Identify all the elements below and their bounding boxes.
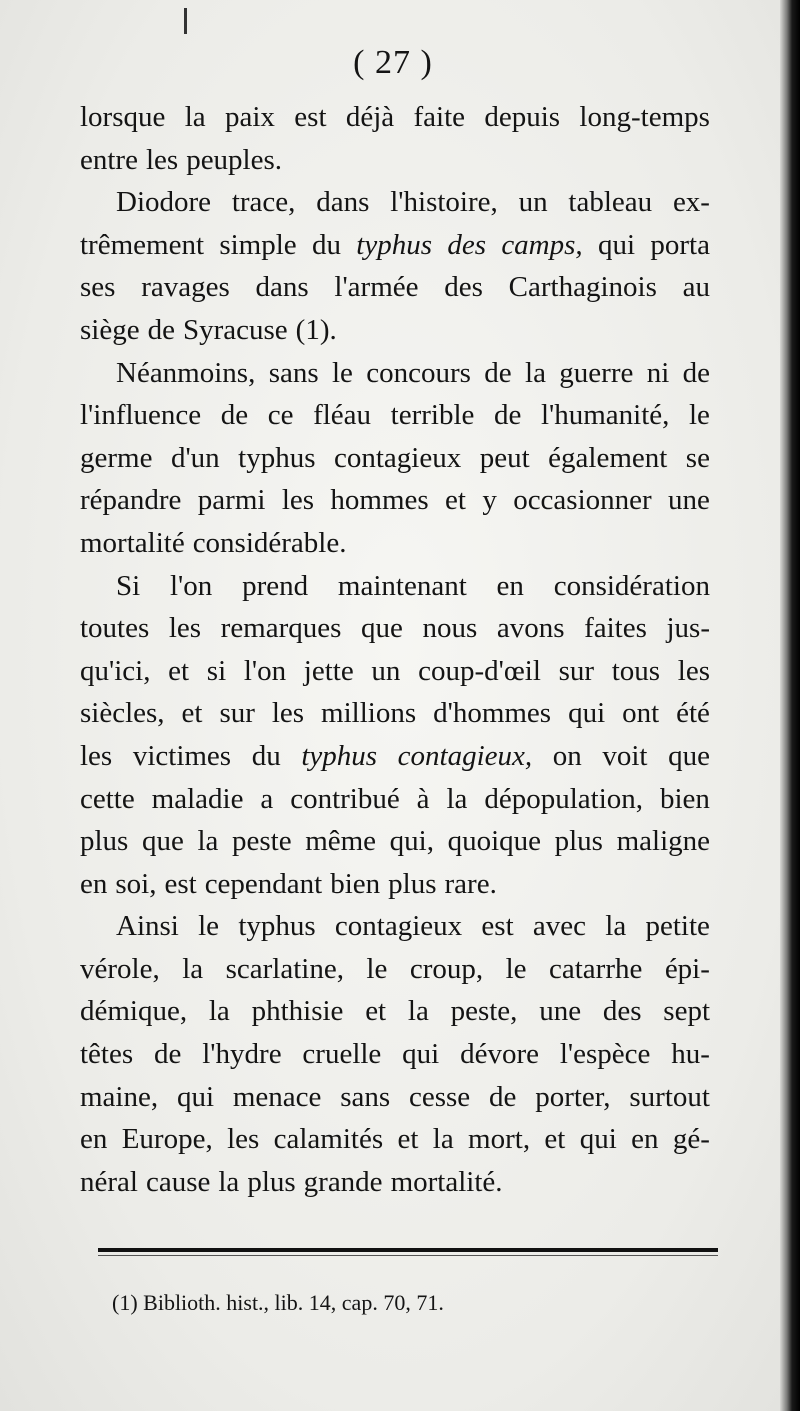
word: est bbox=[481, 910, 514, 943]
word: sans bbox=[340, 1080, 391, 1113]
body-text bbox=[80, 96, 710, 1203]
word: en bbox=[80, 1123, 108, 1156]
word: en bbox=[80, 867, 108, 900]
text-line bbox=[80, 948, 710, 991]
word: l'espèce bbox=[559, 1038, 651, 1071]
word: du bbox=[251, 739, 281, 772]
word: bien bbox=[659, 782, 710, 815]
word: le bbox=[366, 952, 388, 985]
word: répandre bbox=[80, 484, 182, 517]
word: contribué bbox=[290, 782, 400, 815]
word: de bbox=[147, 313, 175, 346]
text-line bbox=[80, 863, 710, 906]
word: et bbox=[544, 1123, 566, 1156]
word: l'on bbox=[243, 654, 287, 687]
word: maintenant bbox=[337, 569, 467, 602]
word: soi, bbox=[115, 867, 157, 900]
word: typhus bbox=[301, 739, 378, 772]
text-line bbox=[80, 224, 710, 267]
word: les bbox=[145, 143, 179, 176]
word: cruelle bbox=[302, 1038, 382, 1071]
word: faites bbox=[584, 612, 647, 645]
word: bien bbox=[330, 867, 381, 900]
text-line bbox=[80, 309, 710, 352]
word: contagieux bbox=[334, 910, 463, 943]
word: également bbox=[548, 441, 668, 474]
word: rare. bbox=[444, 867, 497, 900]
word: concours bbox=[366, 356, 471, 389]
word: sept bbox=[663, 995, 710, 1028]
word: Syracuse bbox=[182, 313, 288, 346]
word: été bbox=[676, 697, 710, 730]
word: qu'ici, bbox=[80, 654, 151, 687]
word: maladie bbox=[151, 782, 244, 815]
text-line bbox=[80, 181, 710, 224]
word: même bbox=[305, 825, 377, 858]
text-line bbox=[80, 1161, 710, 1204]
word: qui bbox=[568, 697, 606, 730]
word: les bbox=[271, 697, 305, 730]
word: dans bbox=[255, 271, 309, 304]
word: se bbox=[685, 441, 710, 474]
word: hu- bbox=[671, 1038, 710, 1071]
word: peste, bbox=[450, 995, 518, 1028]
word: contagieux bbox=[334, 441, 462, 474]
footnote-rule-thin bbox=[98, 1255, 718, 1256]
word: la bbox=[218, 1165, 240, 1198]
word: sur bbox=[219, 697, 255, 730]
text-line bbox=[80, 607, 710, 650]
word: plus bbox=[554, 825, 603, 858]
word: mort, bbox=[468, 1123, 531, 1156]
word: lorsque bbox=[80, 101, 166, 133]
word: le bbox=[505, 952, 527, 985]
word: faite bbox=[413, 101, 466, 133]
word: qui, bbox=[389, 825, 434, 858]
word: de bbox=[220, 399, 249, 432]
word: (1). bbox=[295, 313, 337, 346]
word: d'un bbox=[170, 441, 220, 474]
word: la bbox=[432, 1123, 454, 1156]
word: Diodore bbox=[116, 186, 212, 219]
word: une bbox=[668, 484, 710, 517]
word: ont bbox=[622, 697, 660, 730]
footnote-rule bbox=[98, 1248, 718, 1252]
word: démique, bbox=[80, 995, 188, 1028]
text-line bbox=[80, 96, 710, 139]
word: la bbox=[446, 782, 468, 815]
word: de bbox=[154, 1038, 182, 1071]
word: sur bbox=[558, 654, 595, 687]
word: une bbox=[539, 995, 582, 1028]
word: et bbox=[365, 995, 387, 1028]
word: est bbox=[164, 867, 197, 900]
word: hommes bbox=[330, 484, 429, 517]
word: l'influence bbox=[80, 399, 202, 432]
word: de bbox=[489, 1080, 517, 1113]
word: Ainsi bbox=[116, 910, 179, 943]
word: que bbox=[141, 825, 184, 858]
word: trace, bbox=[231, 186, 296, 219]
word: le bbox=[688, 399, 710, 432]
word: que bbox=[361, 612, 403, 645]
text-line bbox=[80, 437, 710, 480]
word: voit bbox=[602, 739, 648, 772]
word: plus bbox=[80, 825, 129, 858]
word: qui bbox=[402, 1038, 440, 1071]
word: croup, bbox=[409, 952, 484, 985]
word: jette bbox=[303, 654, 354, 687]
word: Europe, bbox=[121, 1123, 213, 1156]
text-line bbox=[80, 778, 710, 821]
word: phthisie bbox=[251, 995, 344, 1028]
word: avec bbox=[532, 910, 587, 943]
text-line bbox=[80, 990, 710, 1033]
word: l'hydre bbox=[202, 1038, 282, 1071]
word: long-temps bbox=[579, 101, 710, 133]
word: peut bbox=[479, 441, 530, 474]
text-line bbox=[80, 565, 710, 608]
word: au bbox=[682, 271, 710, 304]
word: tous bbox=[611, 654, 661, 687]
text-line bbox=[80, 479, 710, 522]
word: porta bbox=[650, 228, 710, 261]
text-line bbox=[80, 394, 710, 437]
text-line bbox=[80, 522, 710, 565]
word: un bbox=[371, 654, 401, 687]
word: considérable. bbox=[192, 526, 347, 559]
text-line bbox=[80, 820, 710, 863]
word: considération bbox=[553, 569, 710, 602]
word: paix bbox=[225, 101, 275, 133]
word: y bbox=[482, 484, 497, 517]
word: Si bbox=[116, 569, 141, 602]
word: qui bbox=[176, 1080, 214, 1113]
word: la bbox=[605, 910, 627, 943]
word: plus bbox=[388, 867, 437, 900]
word: la bbox=[182, 952, 204, 985]
word: de bbox=[484, 356, 512, 389]
word: menace bbox=[232, 1080, 322, 1113]
word: cesse bbox=[408, 1080, 471, 1113]
word: la bbox=[197, 825, 219, 858]
word: déjà bbox=[345, 101, 395, 133]
word: cause bbox=[145, 1165, 211, 1198]
word: mortalité bbox=[80, 526, 185, 559]
word: dévore bbox=[460, 1038, 539, 1071]
word: remarques bbox=[220, 612, 342, 645]
word: Néanmoins, bbox=[116, 356, 256, 389]
word: l'humanité, bbox=[540, 399, 670, 432]
word: la bbox=[184, 101, 206, 133]
word: typhus bbox=[238, 441, 316, 474]
word: surtout bbox=[629, 1080, 710, 1113]
word: peuples. bbox=[186, 143, 283, 176]
word: vérole, bbox=[80, 952, 160, 985]
footnote: (1) Biblioth. hist., lib. 14, cap. 70, 71. bbox=[112, 1290, 444, 1315]
word: des bbox=[444, 271, 483, 304]
word: et bbox=[397, 1123, 419, 1156]
word: porter, bbox=[535, 1080, 611, 1113]
word: nous bbox=[422, 612, 478, 645]
word: l'histoire, bbox=[390, 186, 498, 219]
word: grande bbox=[303, 1165, 383, 1198]
word: catarrhe bbox=[548, 952, 643, 985]
word: ravages bbox=[141, 271, 230, 304]
word: parmi bbox=[197, 484, 266, 517]
word: un bbox=[518, 186, 548, 219]
word: les bbox=[677, 654, 710, 687]
word: épi- bbox=[664, 952, 710, 985]
word: et bbox=[168, 654, 190, 687]
page-edge-shadow bbox=[780, 0, 800, 1411]
word: et bbox=[181, 697, 203, 730]
word: dans bbox=[316, 186, 370, 219]
word: prend bbox=[242, 569, 309, 602]
text-line bbox=[80, 692, 710, 735]
word: des bbox=[447, 228, 486, 261]
word: que bbox=[668, 739, 710, 772]
word: typhus bbox=[238, 910, 316, 943]
word: gé- bbox=[672, 1123, 710, 1156]
word: si bbox=[206, 654, 227, 687]
word: qui bbox=[579, 1123, 617, 1156]
word: germe bbox=[80, 441, 153, 474]
word: terrible bbox=[390, 399, 475, 432]
word: dépopulation, bbox=[484, 782, 644, 815]
word: depuis bbox=[484, 101, 561, 133]
word: le bbox=[331, 356, 353, 389]
word: coup-d'œil bbox=[418, 654, 541, 687]
word: d'hommes bbox=[433, 697, 552, 730]
text-line bbox=[80, 266, 710, 309]
word: victimes bbox=[132, 739, 232, 772]
word: ex- bbox=[672, 186, 710, 219]
word: ses bbox=[80, 271, 116, 304]
word: peste bbox=[231, 825, 292, 858]
word: avons bbox=[496, 612, 565, 645]
text-line bbox=[80, 1076, 710, 1119]
word: l'on bbox=[169, 569, 213, 602]
word: de bbox=[493, 399, 522, 432]
word: les bbox=[227, 1123, 260, 1156]
word: têtes bbox=[80, 1038, 134, 1071]
word: on bbox=[552, 739, 582, 772]
word: cependant bbox=[204, 867, 323, 900]
word: petite bbox=[645, 910, 710, 943]
word: quoique bbox=[447, 825, 542, 858]
text-line bbox=[80, 905, 710, 948]
word: mortalité. bbox=[390, 1165, 503, 1198]
word: la bbox=[407, 995, 429, 1028]
text-line bbox=[80, 139, 710, 182]
word: le bbox=[198, 910, 220, 943]
word: occasionner bbox=[513, 484, 652, 517]
text-line bbox=[80, 352, 710, 395]
word: contagieux, bbox=[397, 739, 533, 772]
word: plus bbox=[247, 1165, 296, 1198]
word: les bbox=[168, 612, 202, 645]
word: millions bbox=[321, 697, 417, 730]
word: maligne bbox=[616, 825, 710, 858]
word: la bbox=[525, 356, 546, 389]
word: tableau bbox=[568, 186, 653, 219]
page-number: ( 27 ) bbox=[353, 44, 433, 81]
word: les bbox=[281, 484, 315, 517]
word: l'armée bbox=[334, 271, 419, 304]
word: scarlatine, bbox=[225, 952, 344, 985]
word: maine, bbox=[80, 1080, 159, 1113]
word: jus- bbox=[666, 612, 710, 645]
word: néral bbox=[80, 1165, 138, 1198]
word: ce bbox=[267, 399, 294, 432]
word: calamités bbox=[273, 1123, 384, 1156]
text-line bbox=[80, 735, 710, 778]
word: trêmement bbox=[80, 228, 205, 261]
word: de bbox=[682, 356, 710, 389]
ink-mark bbox=[184, 8, 187, 34]
word: camps, bbox=[501, 228, 583, 261]
word: guerre bbox=[559, 356, 634, 389]
word: Carthaginois bbox=[508, 271, 657, 304]
word: sans bbox=[268, 356, 319, 389]
word: en bbox=[631, 1123, 659, 1156]
text-line bbox=[80, 650, 710, 693]
word: qui bbox=[597, 228, 636, 261]
word: fléau bbox=[313, 399, 372, 432]
word: siège bbox=[80, 313, 140, 346]
word: a bbox=[260, 782, 274, 815]
word: toutes bbox=[80, 612, 150, 645]
word: est bbox=[294, 101, 327, 133]
word: en bbox=[496, 569, 524, 602]
word: la bbox=[208, 995, 230, 1028]
word: des bbox=[602, 995, 642, 1028]
word: ni bbox=[646, 356, 670, 389]
word: du bbox=[311, 228, 341, 261]
word: les bbox=[80, 739, 113, 772]
word: typhus bbox=[356, 228, 433, 261]
text-line bbox=[80, 1033, 710, 1076]
word: siècles, bbox=[80, 697, 165, 730]
word: à bbox=[416, 782, 430, 815]
word: cette bbox=[80, 782, 135, 815]
word: et bbox=[445, 484, 466, 517]
word: entre bbox=[80, 143, 138, 176]
text-line bbox=[80, 1118, 710, 1161]
word: simple bbox=[219, 228, 297, 261]
